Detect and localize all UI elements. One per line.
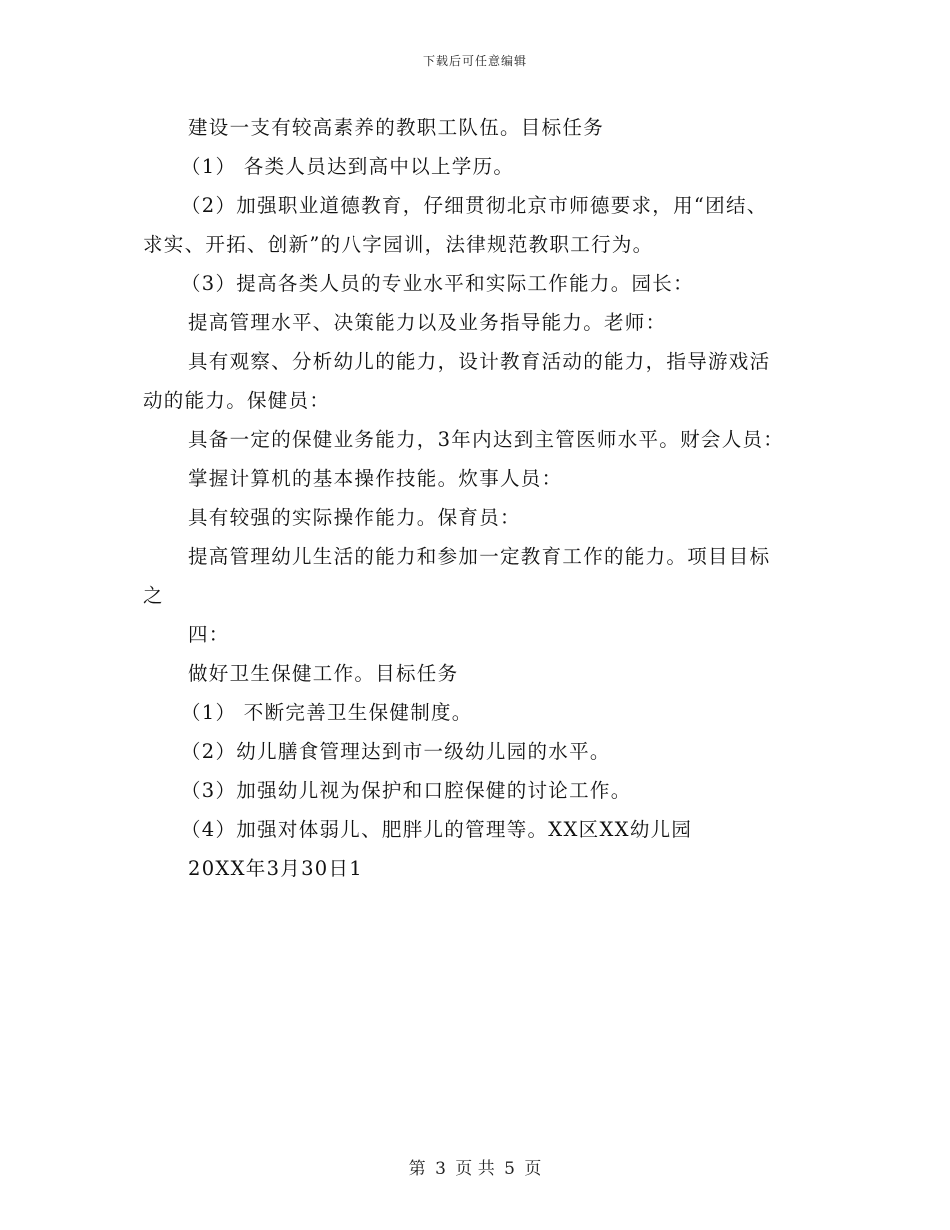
paragraph-line: （4）加强对体弱儿、肥胖儿的管理等。XX区XX幼儿园: [181, 818, 693, 841]
paragraph-line: （3）提高各类人员的专业水平和实际工作能力。园长：: [181, 272, 694, 295]
paragraph-line: 做好卫生保健工作。目标任务: [188, 662, 459, 685]
document-body: [143, 108, 808, 888]
page-header: 下载后可任意编辑: [422, 54, 527, 68]
paragraph-line: （1） 各类人员达到高中以上学历。: [181, 155, 515, 178]
page-label-suffix: 页: [524, 1159, 542, 1179]
paragraph-line: 具备一定的保健业务能力，3年内达到主管医师水平。财会人员：: [188, 428, 785, 451]
total-pages-number: 5: [504, 1159, 515, 1179]
paragraph-line: 建设一支有较高素养的教职工队伍。目标任务: [188, 116, 605, 139]
paragraph-line: 提高管理水平、决策能力以及业务指导能力。老师：: [188, 311, 667, 334]
paragraph-line: 具有观察、分析幼儿的能力，设计教育活动的能力，指导游戏活: [188, 350, 771, 373]
paragraph-line: （3）加强幼儿视为保护和口腔保健的讨论工作。: [181, 779, 632, 802]
paragraph-line: 动的能力。保健员：: [143, 389, 331, 412]
paragraph-line: （2）幼儿膳食管理达到市一级幼儿园的水平。: [181, 740, 611, 763]
page-label-mid: 页 共: [455, 1159, 495, 1179]
page-footer: [0, 1154, 950, 1179]
paragraph-line: 提高管理幼儿生活的能力和参加一定教育工作的能力。项目目标: [188, 545, 771, 568]
paragraph-line: 掌握计算机的基本操作技能。炊事人员：: [188, 467, 563, 490]
page-label-prefix: 第: [408, 1159, 426, 1179]
paragraph-line: 之: [143, 584, 164, 607]
paragraph-line: 求实、开拓、创新”的八字园训，法律规范教职工行为。: [143, 233, 654, 256]
paragraph-line: （1） 不断完善卫生保健制度。: [181, 701, 473, 724]
paragraph-line: 20XX年3月30日1: [188, 857, 364, 880]
current-page-number: 3: [435, 1159, 446, 1179]
paragraph-line: （2）加强职业道德教育，仔细贯彻北京市师德要求，用“团结、: [181, 194, 768, 217]
paragraph-line: 具有较强的实际操作能力。保育员：: [188, 506, 521, 529]
paragraph-line: 四：: [188, 623, 230, 646]
